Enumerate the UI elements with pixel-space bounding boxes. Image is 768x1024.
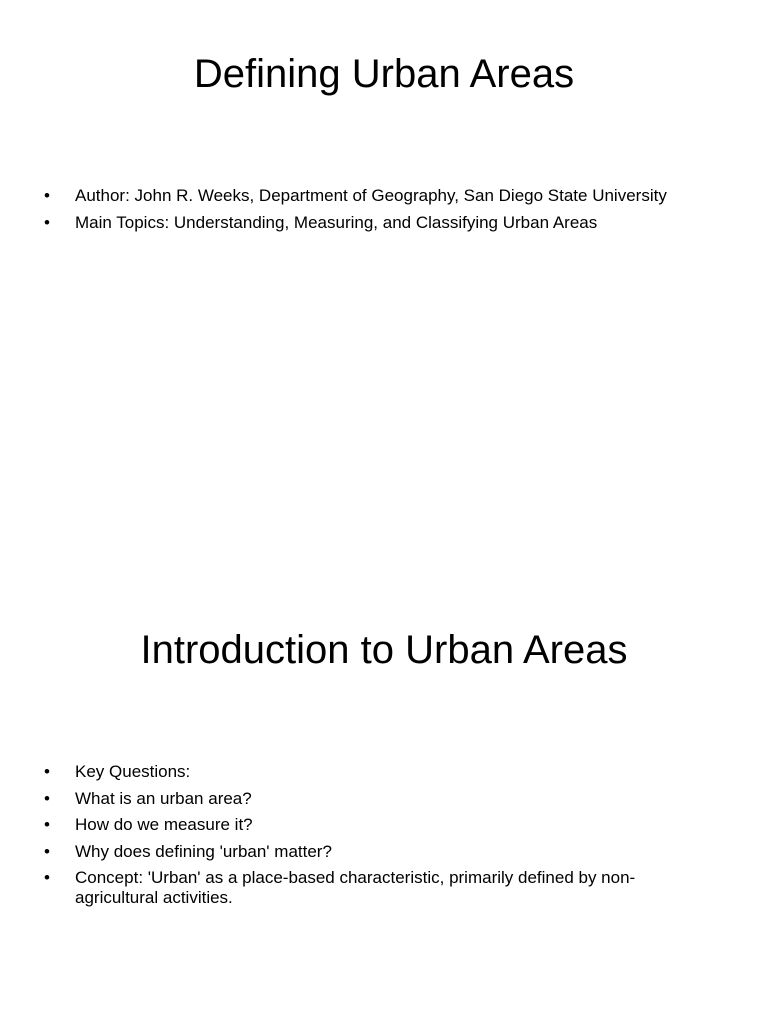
bullet-icon: • bbox=[44, 868, 50, 887]
bullet-text: Key Questions: bbox=[75, 762, 191, 781]
bullet-icon: • bbox=[44, 762, 50, 781]
slide-title: Defining Urban Areas bbox=[193, 52, 575, 96]
bullet-list bbox=[44, 762, 684, 915]
bullet-item-key-questions bbox=[44, 762, 684, 782]
bullet-item-how-measure bbox=[44, 815, 684, 835]
bullet-text: Why does defining 'urban' matter? bbox=[75, 841, 332, 861]
bullet-text: Author: John R. Weeks, Department of Geography, San Diego State University bbox=[75, 186, 667, 205]
bullet-text: Concept: 'Urban' as a place-based characteristic, primarily defined by non-agricultural activities. bbox=[75, 868, 636, 907]
bullet-icon: • bbox=[44, 212, 50, 232]
bullet-icon: • bbox=[44, 815, 50, 834]
bullet-icon: • bbox=[44, 186, 50, 205]
bullet-icon: • bbox=[44, 841, 50, 861]
bullet-text: What is an urban area? bbox=[75, 788, 252, 808]
bullet-item-main-topics bbox=[44, 213, 684, 233]
bullet-item-author bbox=[44, 186, 684, 206]
bullet-item-what-is-urban bbox=[44, 789, 684, 809]
slide-introduction-to-urban-areas bbox=[0, 576, 768, 1024]
bullet-icon: • bbox=[44, 788, 50, 808]
bullet-item-why-matter bbox=[44, 842, 684, 862]
slide-title: Introduction to Urban Areas bbox=[140, 628, 628, 672]
bullet-text: Main Topics: Understanding, Measuring, and Classifying Urban Areas bbox=[75, 212, 598, 232]
bullet-item-concept bbox=[44, 868, 684, 908]
bullet-text: How do we measure it? bbox=[75, 815, 253, 834]
bullet-list bbox=[44, 186, 684, 239]
